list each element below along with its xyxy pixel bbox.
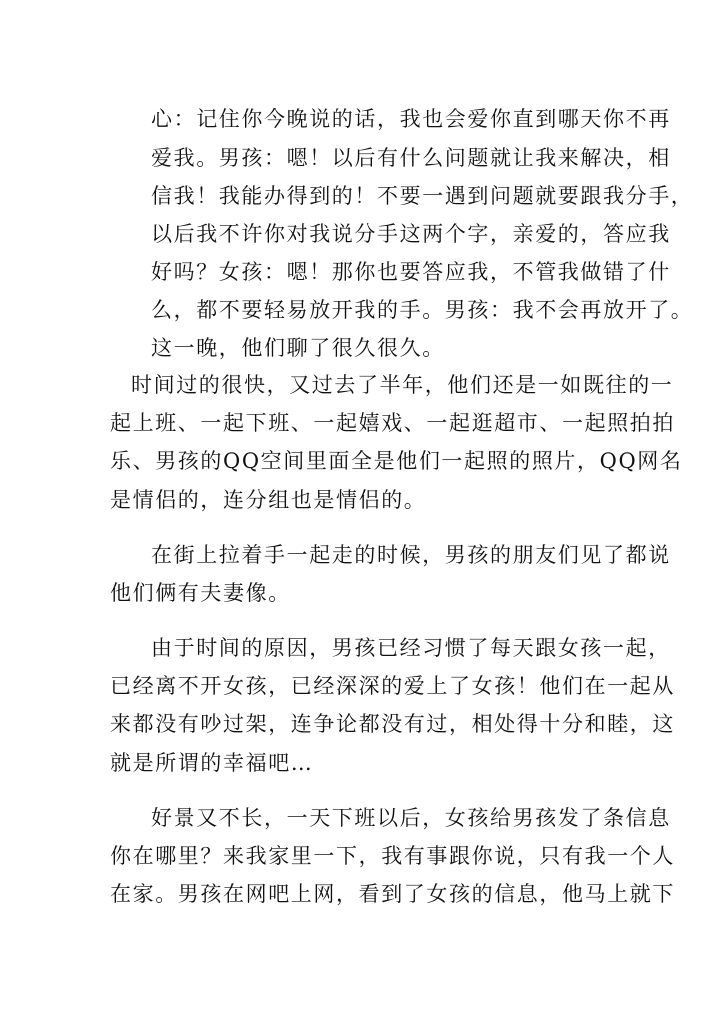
text-line: 好景又不长，一天下班以后，女孩给男孩发了条信息 — [151, 806, 671, 830]
text-line: 时间过的很快，又过去了半年，他们还是一如既往的一 — [131, 373, 674, 397]
text-line: 心：记住你今晚说的话，我也会爱你直到哪天你不再 — [151, 107, 671, 131]
text-line: 起上班、一起下班、一起嬉戏、一起逛超市、一起照拍拍 — [110, 411, 675, 435]
text-line: 这一晚，他们聊了很久很久。 — [151, 336, 445, 360]
text-line: 就是所谓的幸福吧… — [110, 751, 314, 775]
text-line: 是情侣的，连分组也是情侣的。 — [110, 488, 427, 512]
text-line: 来都没有吵过架，连争论都没有过，相处得十分和睦，这 — [110, 712, 675, 736]
text-line: 你在哪里？来我家里一下，我有事跟你说，只有我一个人 — [110, 844, 675, 868]
text-line: 在街上拉着手一起走的时候，男孩的朋友们见了都说 — [151, 543, 671, 567]
text-line: 信我！我能办得到的！不要一遇到问题就要跟我分手， — [151, 184, 694, 208]
text-line: 由于时间的原因，男孩已经习惯了每天跟女孩一起， — [151, 636, 671, 660]
text-line: 在家。男孩在网吧上网，看到了女孩的信息，他马上就下 — [110, 882, 675, 906]
text-line: 爱我。男孩：嗯！以后有什么问题就让我来解决，相 — [151, 146, 671, 170]
text-line: 他们俩有夫妻像。 — [110, 581, 291, 605]
text-line: 乐、男孩的QQ空间里面全是他们一起照的照片，QQ网名 — [110, 449, 683, 473]
text-line: 以后我不许你对我说分手这两个字，亲爱的，答应我 — [151, 222, 671, 246]
text-line: 么，都不要轻易放开我的手。男孩：我不会再放开了。 — [151, 298, 694, 322]
text-line: 已经离不开女孩，已经深深的爱上了女孩！他们在一起从 — [110, 674, 675, 698]
text-line: 好吗？女孩：嗯！那你也要答应我，不管我做错了什 — [151, 260, 671, 284]
